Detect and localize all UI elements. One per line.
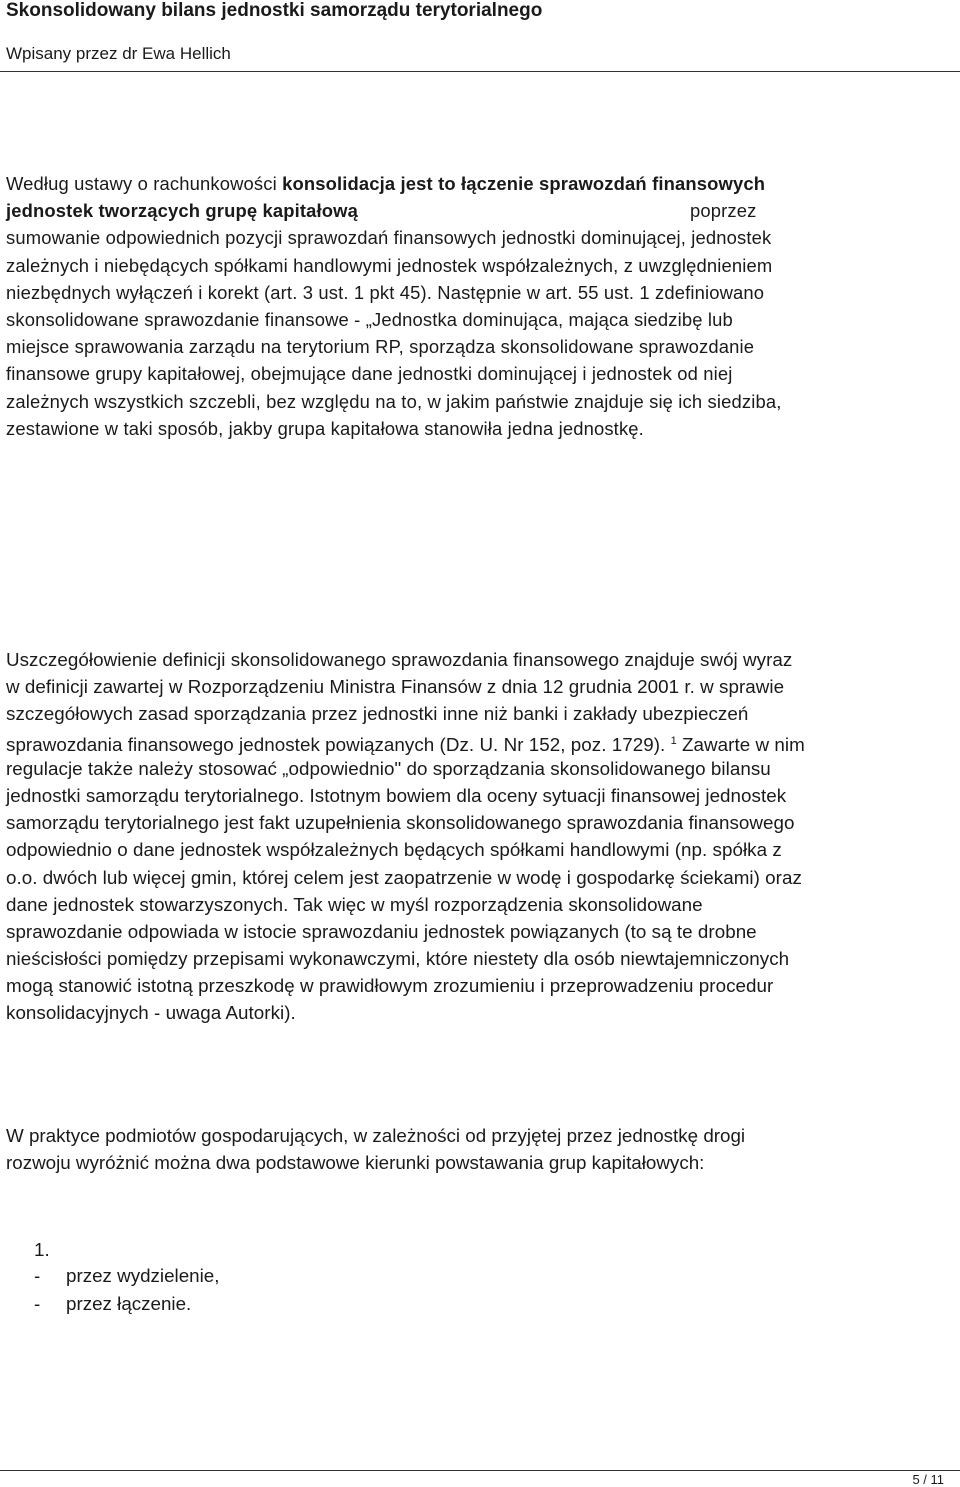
text-line: sumowanie odpowiednich pozycji sprawozdań finansowych jednostki dominującej, jednostek <box>6 227 772 249</box>
text-line: Według ustawy o rachunkowości konsolidacja jest to łączenie sprawozdań finansowych <box>6 173 766 194</box>
text-line: niezbędnych wyłączeń i korekt (art. 3 ust. 1 pkt 45). Następnie w art. 55 ust. 1 zdefiniowano <box>6 281 765 303</box>
text-line: regulacje także należy stosować „odpowiednio" do sporządzania skonsolidowanego bilansu <box>6 757 771 779</box>
text-line: finansowe grupy kapitałowej, obejmujące dane jednostki dominującej i jednostek od niej <box>6 363 733 385</box>
text-line: jednostki samorządu terytorialnego. Istotnym bowiem dla oceny sytuacji finansowej jednostek <box>6 784 787 806</box>
author-line: Wpisany przez dr Ewa Hellich <box>6 44 231 63</box>
text-line: o.o. dwóch lub więcej gmin, której celem jest zaopatrzenie w wodę i gospodarkę ściekami) oraz <box>6 866 802 888</box>
text-line: samorządu terytorialnego jest fakt uzupełnienia skonsolidowanego sprawozdania finansowego <box>6 812 795 834</box>
list-item: - przez wydzielenie, <box>34 1265 220 1286</box>
bold-text: jednostek tworzących grupę kapitałową <box>6 200 358 222</box>
text-line: szczegółowych zasad sporządzania przez jednostki inne niż banki i zakłady ubezpieczeń <box>6 703 749 725</box>
text-line: sprawozdania finansowego jednostek powiązanych (Dz. U. Nr 152, poz. 1729). $^1$ Zawarte w nim <box>6 733 805 755</box>
text-line: zależnych i niebędących spółkami handlowymi jednostek współzależnych, z uwzględnieniem <box>6 254 773 276</box>
header-divider <box>0 71 960 72</box>
text-line: Uszczegółowienie definicji skonsolidowanego sprawozdania finansowego znajduje swój wyraz <box>6 649 793 670</box>
text-line: W praktyce podmiotów gospodarujących, w zależności od przyjętej przez jednostkę drogi <box>6 1125 746 1146</box>
text-line: mogą stanowić istotną przeszkodę w prawidłowym zrozumieniu i przeprowadzeniu procedur <box>6 975 774 997</box>
text-line: sprawozdanie odpowiada w istocie sprawozdaniu jednostek powiązanych (to są te drobne <box>6 920 757 942</box>
bold-text: konsolidacja jest to łączenie sprawozdań finansowych <box>282 173 766 194</box>
footer-divider <box>0 1470 960 1471</box>
paragraph-practice <box>6 1122 956 1176</box>
page-number: 5 / 11 <box>912 1472 944 1487</box>
text-line: odpowiednio o dane jednostek współzależnych będących spółkami handlowymi (np. spółka z <box>6 839 782 861</box>
text-line: zależnych wszystkich szczebli, bez względu na to, w jakim państwie znajduje się ich siedziba, <box>6 390 782 412</box>
list-number: 1. <box>34 1239 50 1260</box>
text-line: jednostek tworzących grupę kapitałową poprzez <box>6 200 757 222</box>
text-line: rozwoju wyróżnić można dwa podstawowe kierunki powstawania grup kapitałowych: <box>6 1152 705 1174</box>
text-line: nieścisłości pomiędzy przepisami wykonawczymi, które niestety dla osób niewtajemniczonych <box>6 948 790 970</box>
list-item: - przez łączenie. <box>34 1293 192 1314</box>
text-line: w definicji zawartej w Rozporządzeniu Ministra Finansów z dnia 12 grudnia 2001 r. w sprawie <box>6 676 785 698</box>
text-line: skonsolidowane sprawozdanie finansowe - „Jednostka dominująca, mająca siedzibę lub <box>6 308 733 330</box>
document-title: Skonsolidowany bilans jednostki samorządu terytorialnego <box>6 0 543 21</box>
bullet-list <box>34 1262 219 1318</box>
text-line: konsolidacyjnych - uwaga Autorki). <box>6 1002 296 1024</box>
text-line: dane jednostek stowarzyszonych. Tak więc w myśl rozporządzenia skonsolidowane <box>6 893 703 915</box>
page-header <box>0 0 960 72</box>
text-line: miejsce sprawowania zarządu na terytorium RP, sporządza skonsolidowane sprawozdanie <box>6 336 755 358</box>
paragraph-definition <box>6 170 956 442</box>
text-line: zestawione w taki sposób, jakby grupa kapitałowa stanowiła jedna jednostkę. <box>6 417 644 439</box>
paragraph-regulation <box>6 646 956 1027</box>
footnote-ref[interactable]: 1 <box>670 734 677 747</box>
